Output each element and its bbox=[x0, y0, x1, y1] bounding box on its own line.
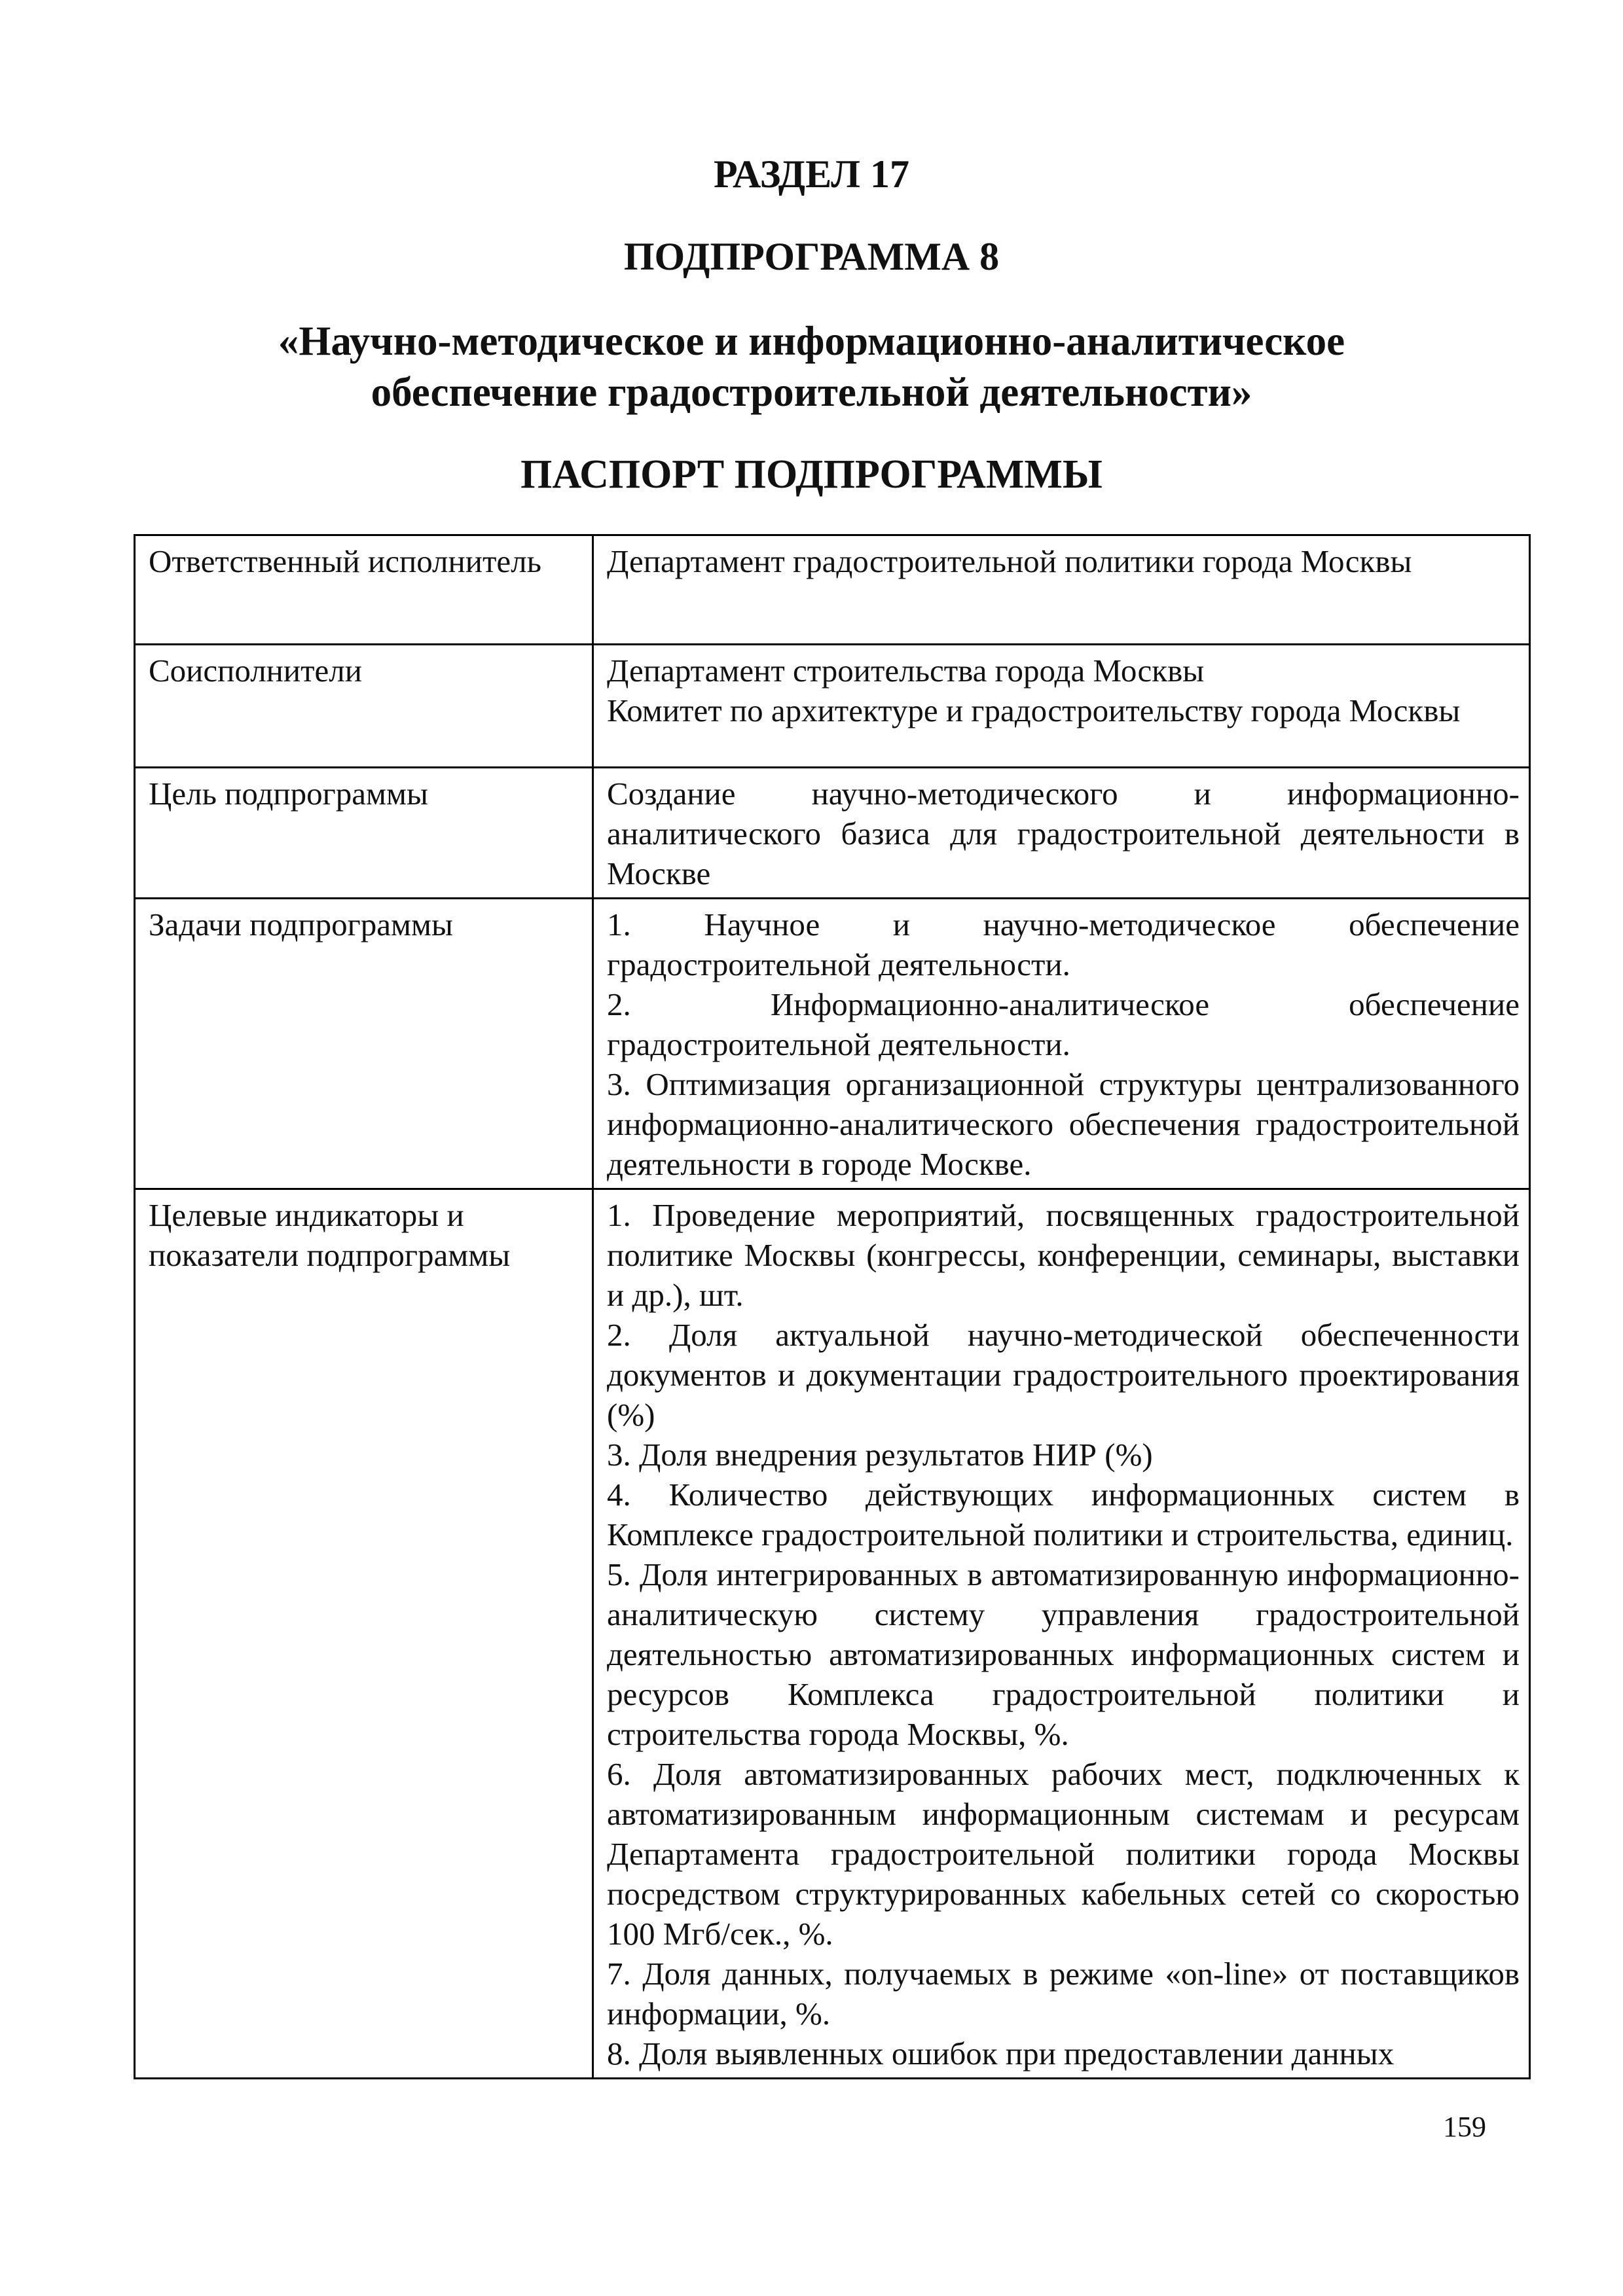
row-value-item: 2. Доля актуальной научно-методической обеспеченности документов и документации градостроительного проектирования (%) bbox=[607, 1317, 1520, 1433]
row-value-item: 4. Количество действующих информационных систем в Комплексе градостроительной политики и строительства, единиц. bbox=[607, 1477, 1520, 1552]
row-value-item: Создание научно-методического и информационно-аналитического базиса для градостроительной деятельности в Москве bbox=[607, 776, 1520, 891]
page-number: 159 bbox=[1443, 2111, 1486, 2143]
row-value-item: Департамент градостроительной политики города Москвы bbox=[607, 543, 1412, 579]
row-value-item: 1. Научное и научно-методическое обеспечение градостроительной деятельности. bbox=[607, 906, 1520, 982]
row-value-item: Комитет по архитектуре и градостроительству города Москвы bbox=[607, 692, 1461, 728]
row-label: Цель подпрограммы bbox=[135, 768, 593, 899]
row-value-item: 7. Доля данных, получаемых в режиме «on-line» от поставщиков информации, %. bbox=[607, 1956, 1520, 2032]
row-value-item: 3. Оптимизация организационной структуры централизованного информационно-аналитического обеспечения градостроительной деятельности в городе Москве. bbox=[607, 1066, 1520, 1182]
subprogram-title-line-2: обеспечение градостроительной деятельности» bbox=[371, 369, 1252, 415]
row-value bbox=[593, 1189, 1530, 2079]
row-value-item: 1. Проведение мероприятий, посвященных градостроительной политике Москвы (конгрессы, конференции, семинары, выставки и др.), шт. bbox=[607, 1197, 1520, 1313]
subprogram-title-line-1: «Научно-методическое и информационно-аналитическое bbox=[278, 318, 1345, 364]
row-label: Целевые индикаторы и показатели подпрограммы bbox=[135, 1189, 593, 2079]
row-goal bbox=[135, 768, 1530, 899]
row-value-item: 5. Доля интегрированных в автоматизированную информационно-аналитическую систему управления градостроительной деятельностью автоматизированных информационных систем и ресурсов Комплекса градостроительной политики и строительства города Москвы, %. bbox=[607, 1556, 1520, 1752]
passport-table bbox=[134, 534, 1531, 2079]
row-value bbox=[593, 768, 1530, 899]
row-responsible-executor bbox=[135, 535, 1530, 645]
row-label: Ответственный исполнитель bbox=[135, 535, 593, 645]
subprogram-title bbox=[0, 315, 1623, 418]
section-heading: РАЗДЕЛ 17 bbox=[713, 152, 910, 196]
row-value bbox=[593, 899, 1530, 1189]
row-value-item: 2. Информационно-аналитическое обеспечение градостроительной деятельности. bbox=[607, 986, 1520, 1062]
passport-heading: ПАСПОРТ ПОДПРОГРАММЫ bbox=[520, 452, 1103, 497]
row-value-item: 8. Доля выявленных ошибок при предоставлении данных bbox=[607, 2036, 1395, 2072]
row-value-item: 6. Доля автоматизированных рабочих мест, подключенных к автоматизированным информационным системам и ресурсам Департамента градостроительной политики города Москвы посредством структурированных кабельных сетей со скоростью 100 Мгб/сек., %. bbox=[607, 1756, 1520, 1952]
row-co-executors bbox=[135, 645, 1530, 768]
row-target-indicators bbox=[135, 1189, 1530, 2079]
row-label: Задачи подпрограммы bbox=[135, 899, 593, 1189]
row-value bbox=[593, 535, 1530, 645]
row-value-item: Департамент строительства города Москвы bbox=[607, 653, 1205, 689]
subprogram-heading: ПОДПРОГРАММА 8 bbox=[623, 235, 1000, 278]
row-value-item: 3. Доля внедрения результатов НИР (%) bbox=[607, 1437, 1153, 1473]
row-value bbox=[593, 645, 1530, 768]
row-tasks bbox=[135, 899, 1530, 1189]
row-label: Соисполнители bbox=[135, 645, 593, 768]
